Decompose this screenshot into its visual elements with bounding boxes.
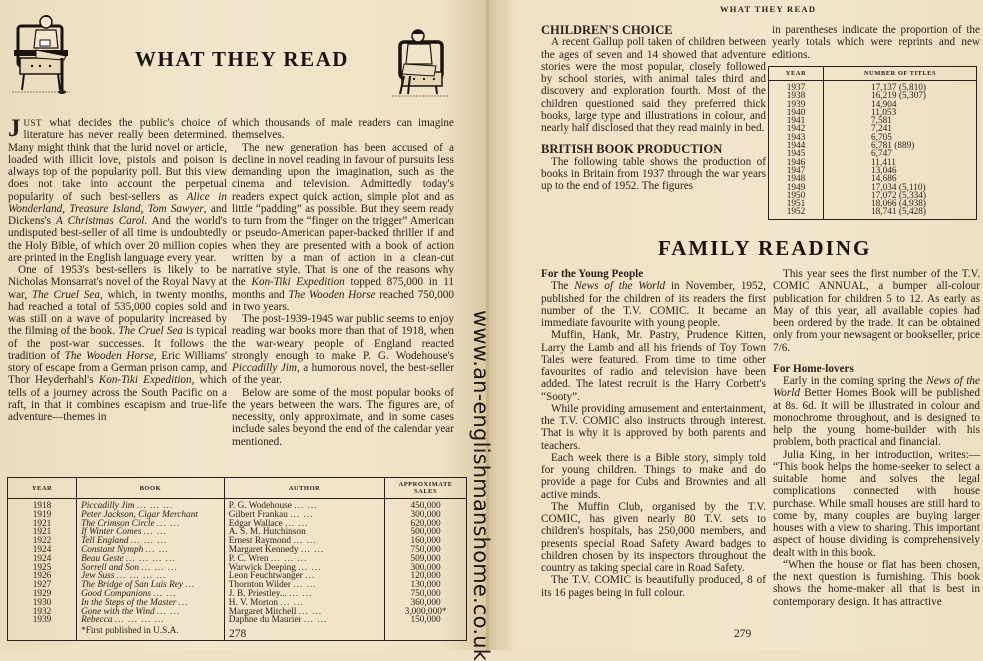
left-column-1 (8, 117, 227, 423)
cruel-sea-paragraph-continued: which thousands of male readers can imagine themselves. (232, 117, 454, 142)
table-intro-paragraph: Below are some of the most popular books of the years between the wars. The figures are, of necessity, only approximate, and in some cases include sales beyond the end of the calendar year mentioned. (232, 386, 454, 448)
table-header-row (8, 478, 467, 499)
cell-author: Gilbert Frankau ... ... (224, 511, 384, 520)
cell-year: 1941 (769, 117, 824, 125)
family-reading-title: FAMILY READING (658, 236, 872, 260)
cell-year: 1946 (769, 159, 824, 167)
watermark-url: www.an-englishmanshome.co.uk (469, 310, 493, 661)
cell-sales: 500,000 (410, 527, 441, 538)
cell-year: 1943 (769, 134, 824, 142)
header-year: YEAR (8, 478, 77, 499)
cell-sales: 300,000 (410, 509, 441, 520)
young-people-p2: Muffin, Hank, Mr. Pastry, Prudence Kitten, Larry the Lamb and all his friends of Toy Town Tales were featured. From time to time other favourites of radio and television have been added. The latest recruit is the Harry Corbett's “Sooty”. (541, 329, 766, 403)
cell-titles: 18,741 (5,428) (871, 207, 927, 218)
home-lovers-heading: For Home-lovers (773, 362, 854, 375)
cell-titles: 7,241 (871, 124, 892, 135)
cell-year: 1921 (8, 520, 77, 529)
cell-year: 1947 (769, 167, 824, 175)
left-column-2 (232, 117, 454, 448)
cell-book: Rebecca ... ... ... ... (77, 616, 225, 625)
cell-titles: 14,904 (871, 99, 897, 110)
table-row (769, 208, 977, 219)
cell-year: 1940 (769, 109, 824, 117)
cell-author: Margaret Kennedy ... ... (224, 546, 384, 555)
cell-book: Sorrell and Son ... ... ... (77, 564, 225, 573)
cell-titles: 17,072 (5,334) (871, 190, 927, 201)
bestsellers-table (7, 477, 467, 641)
cell-sales: 450,000 (410, 501, 441, 511)
cell-titles: 14,686 (871, 174, 897, 185)
header-book: BOOK (77, 478, 225, 499)
young-people-p3: While providing amusement and entertainment, the T.V. COMIC also instructs through interest. That is why it is approved by both parents and teachers. (541, 402, 766, 452)
cell-year: 1924 (8, 555, 77, 564)
cell-book: The Bridge of San Luis Rey ... (77, 581, 225, 590)
cell-author: Margaret Mitchell ... ... (224, 608, 384, 617)
cell-book: In the Steps of the Master ... (77, 599, 225, 608)
right-column-2 (772, 24, 980, 61)
cell-sales: 620,000 (410, 518, 441, 529)
young-people-p6: The T.V. COMIC is beautifully produced, 8 of its 16 pages being in full colour. (541, 574, 766, 599)
cell-year: 1925 (8, 564, 77, 573)
cell-year: 1944 (769, 142, 824, 150)
cell-author: Ernest Raymond ... ... (224, 537, 384, 546)
cell-year: 1918 (8, 499, 77, 511)
book-production-heading: BRITISH BOOK PRODUCTION (541, 142, 723, 157)
post-war-paragraph: The post-1939-1945 war public seems to enjoy reading war books more than that of 1918, when the war-weary people of England reacted strongly enough to make P. G. Wodehouse's Piccadilly Jim, a humorous novel, the best-seller of the year. (232, 313, 454, 387)
cell-year: 1950 (769, 192, 824, 200)
cell-year: 1948 (769, 175, 824, 183)
cell-sales: 360,000 (410, 597, 441, 608)
table-footnote: *First published in U.S.A. (77, 625, 225, 640)
page-number-left: 278 (229, 628, 247, 640)
cell-sales: 300,000 (410, 562, 441, 573)
cell-author: Edgar Wallace ... ... (224, 520, 384, 529)
cell-author: P. C. Wren ... ... ... (224, 555, 384, 564)
cell-year: 1942 (769, 125, 824, 133)
cell-year: 1932 (8, 608, 77, 617)
home-lovers-p3: “When the house or flat has been chosen, the next question is furnishing. This book shows the home-maker all that is best in contemporary design. It has attractive (773, 558, 980, 608)
cell-titles: 17,137 (5,810) (871, 83, 927, 93)
drop-cap: J (8, 115, 21, 142)
header-sales: APPROXIMATE SALES (385, 478, 467, 499)
cell-sales: 130,000 (410, 580, 441, 591)
cell-author: J. B. Priestley... ... ... (224, 590, 384, 599)
cell-sales: 120,000 (410, 571, 441, 582)
book-production-table (768, 66, 977, 220)
cell-book: Piccadilly Jim ... ... ... (77, 499, 225, 511)
cruel-sea-paragraph: One of 1953's best-sellers is likely to be Nicholas Monsarrat's novel of the Royal Navy at war, The Cruel Sea, which, in twenty months, had reached a total of 535,000 copies sold and was still on a wave of popularity increased by the filming of the book. The Cruel Sea is typical of the post-war successes. It follows the tradition of The Wooden Horse, Eric Williams' story of escape from a German prison camp, and Thor Heyderhahl's Kon-Tiki Expedition, which tells of a journey across the South Pacific on a raft, in that it combines escapism and true-life adventure—themes in (8, 264, 228, 423)
cell-year: 1937 (769, 81, 824, 93)
cell-titles: 6,705 (871, 132, 892, 143)
intro-paragraph: JUST what decides the public's choice of literature has never really been determined. Many might think that the lurid novel or article, loaded with illicit love, pistols and poison is always top of the popularity poll. But this view does not take into account the perpetual popularity of such best-sellers as Alice in Wonderland, Treasure Island, Tom Sawyer, and Dickens's A Christmas Carol. And the world's undisputed best-seller of all time is undoubtedly the Holy Bible, of which over 20 million copies are printed in the English language every year. (8, 115, 228, 264)
home-lovers-p1: Early in the coming spring the News of the World Better Homes Book will be published at 8s. 6d. It will be illustrated in colour and monochrome throughout, and is designed to help the young home-builder with his problem, both practical and financial. (773, 375, 980, 449)
cell-year: 1929 (8, 590, 77, 599)
cell-sales: 3,000,000* (404, 606, 447, 617)
header-year: YEAR (769, 67, 824, 81)
cell-year: 1926 (8, 572, 77, 581)
childrens-choice-text: A recent Gallup poll taken of children between the ages of seven and 14 showed that adventure stories were the most popular, closely followed by school stories, with animal tales third and discovery and exploration fourth. Most of the children questioned said they preferred thick books, large type and illustrations in colour, and nearly half disclosed that they read mainly in bed. (541, 36, 766, 134)
table-row (8, 616, 467, 625)
cell-year: 1945 (769, 150, 824, 158)
young-people-p7: This year sees the first number of the T.V. COMIC ANNUAL, a bumper all-colour publication for children 5 to 12. As early as May of this year, all available copies had been ordered by the trade. It can be obtained only from your newsagent or bookseller, price 7/6. (773, 268, 980, 354)
cell-year: 1952 (769, 208, 824, 219)
cell-year: 1922 (8, 537, 77, 546)
header-titles: NUMBER OF TITLES (824, 67, 977, 81)
right-column-3 (541, 268, 766, 599)
cell-titles: 6,781 (889) (871, 141, 915, 152)
page-number-right: 279 (734, 628, 752, 640)
woman-reading-illustration-icon (392, 14, 450, 98)
cell-author: P. G. Wodehouse ... ... (224, 499, 384, 511)
cell-author: Thornton Wilder ... ... (224, 581, 384, 590)
cell-book: The Crimson Circle ... ... (77, 520, 225, 529)
table-header-row (769, 67, 977, 81)
cell-book: Tell England ... ... ... (77, 537, 225, 546)
header-author: AUTHOR (224, 478, 384, 499)
cell-year: 1951 (769, 200, 824, 208)
young-people-heading: For the Young People (541, 268, 644, 280)
cell-book: If Winter Comes ... ... (77, 528, 225, 537)
cell-year: 1939 (8, 616, 77, 625)
right-column-4 (773, 268, 980, 608)
young-people-p5: The Muffin Club, organised by the T.V. COMIC, has given nearly 80 T.V. sets to children's hospitals, has 250,000 members, and presents special Road Safety Award badges to children chosen by its inspectors throughout the country as taking special care in Road Safety. (541, 500, 766, 574)
cell-author: A. S. M. Hutchinson (224, 528, 384, 537)
cell-year: 1924 (8, 546, 77, 555)
cell-author: Daphne du Maurier ... ... (224, 616, 384, 625)
cell-titles: 11,053 (871, 107, 897, 118)
childrens-choice-heading: CHILDREN'S CHOICE (541, 23, 673, 37)
cell-year: 1938 (769, 92, 824, 100)
cell-year: 1921 (8, 528, 77, 537)
cell-year: 1949 (769, 184, 824, 192)
cell-year: 1919 (8, 511, 77, 520)
home-lovers-p2: Julia King, in her introduction, writes:— “This book helps the home-seeker to select a suitable home and solves the legal complications connected with house purchase. While small houses are still hard to come by, many couples are buying larger houses with a view to sharing. This important aspect of house dividing is comprehensively dealt with in this book. (773, 448, 980, 559)
cell-titles: 13,046 (871, 165, 897, 176)
cell-book: Constant Nymph ... ... (77, 546, 225, 555)
cell-book: Jew Suss ... ... ... ... (77, 572, 225, 581)
cell-sales: 509,000 (410, 553, 441, 564)
cell-book: Good Companions ... ... (77, 590, 225, 599)
cell-year: 1930 (8, 599, 77, 608)
young-people-p1: The News of the World in November, 1952, published for the children of its readers the first number of the T.V. COMIC. It became an immediate favourite with young people. (541, 280, 766, 329)
running-head: WHAT THEY READ (720, 4, 817, 14)
right-column-1 (541, 24, 766, 192)
cell-titles: 17,034 (5,110) (871, 182, 926, 193)
cell-sales: 160,000 (410, 536, 441, 547)
cell-book: Peter Jackson, Cigar Merchant (77, 511, 225, 520)
man-reading-illustration-icon (10, 12, 72, 94)
cell-book: Beau Geste ... ... ... ... (77, 555, 225, 564)
cell-sales: 750,000 (410, 588, 441, 599)
book-production-text: The following table shows the production of books in Britain from 1937 through the war years up to the end of 1952. The figures (541, 155, 766, 192)
cell-titles: 7,581 (871, 116, 892, 127)
cell-author: Leon Feuchtwanger ... (224, 572, 384, 581)
cell-book: Gone with the Wind ... ... (77, 608, 225, 617)
cell-author: H. V. Morton ... ... (224, 599, 384, 608)
young-people-p4: Each week there is a Bible story, simply told for young children. Things to make and do provide a page for Cubs and Brownies and all active minds. (541, 451, 766, 501)
cell-titles: 6,747 (871, 149, 892, 160)
cell-titles: 11,411 (871, 157, 896, 168)
cell-sales: 750,000 (410, 544, 441, 555)
cell-year: 1927 (8, 581, 77, 590)
cell-titles: 18,066 (4,938) (871, 199, 927, 210)
cell-sales: 150,000 (410, 615, 441, 626)
page-title: WHAT THEY READ (135, 47, 349, 71)
cell-year: 1939 (769, 101, 824, 109)
new-generation-paragraph: The new generation has been accused of a decline in novel reading in favour of pursuits less demanding upon the imagination, such as the cinema and television. Admittedly today's readers expect quick action, simple plot and as little “padding” as possible. But they seem ready to turn from the “finger on the trigger” American or pseudo-American paper-backed thriller if and when they are presented with a book of action written by a man of action in a clean-cut narrative style. That is one of the reasons why the Kon-Tiki Expedition topped 875,000 in 11 months and The Wooden Horse reached 750,000 in two years. (232, 141, 454, 313)
cell-titles: 16,219 (5,307) (871, 91, 927, 102)
cell-author: Warwick Deeping ... ... (224, 564, 384, 573)
book-production-text-continued: in parentheses indicate the proportion of the yearly totals which were reprints and new editions. (772, 24, 980, 61)
